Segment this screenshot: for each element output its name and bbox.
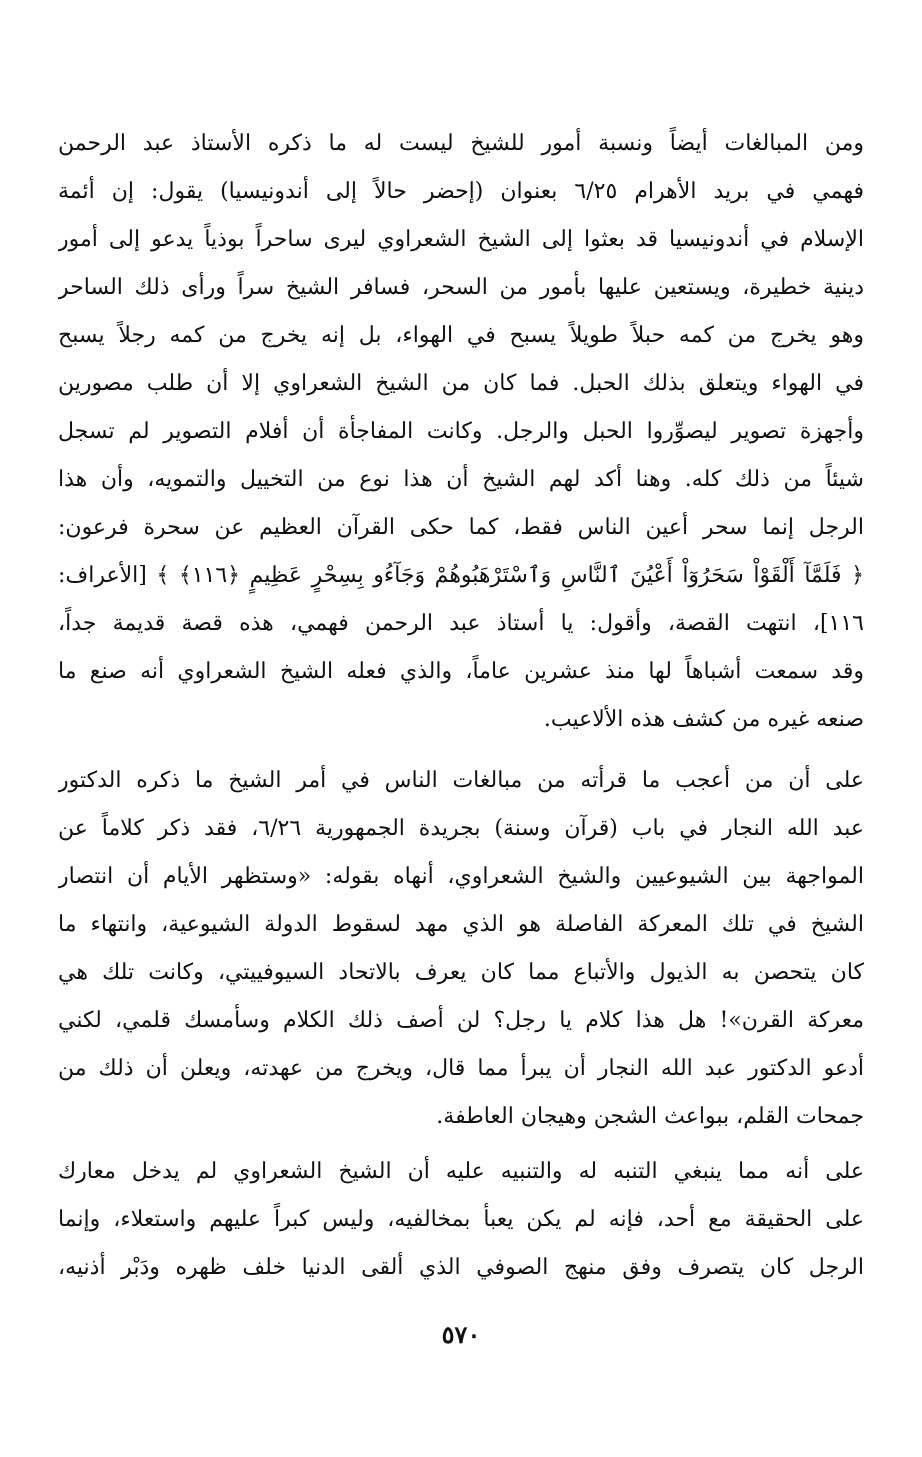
text-line: صنعه غيره من كشف هذه الألاعيب. xyxy=(543,707,864,732)
text-line: على أنه مما ينبغي التنبه له والتنبيه عليه أن الشيخ الشعراوي لم يدخل معارك xyxy=(58,1159,864,1184)
text-line: في الهواء ويتعلق بذلك الحبل. فما كان من الشيخ الشعراوي إلا أن طلب مصورين xyxy=(58,371,864,396)
text-line: الرجل كان يتصرف وفق منهج الصوفي الذي ألقى الدنيا خلف ظهره ودَبْر أذنيه، xyxy=(58,1255,864,1280)
quran-verse-line: ﴿ فَلَمَّآ أَلْقَوْاْ سَحَرُوٓاْ أَعْيُنَ ٱلنَّاسِ وَٱسْتَرْهَبُوهُمْ وَجَآءُو بِسِحْرٍ عَظِيمٍ ﴿١١٦﴾ ﴾ [الأعراف: xyxy=(58,563,864,588)
text-line: فهمي في بريد الأهرام ٦/٢٥ بعنوان (إحضر حالاً إلى أندونيسيا) يقول: إن أئمة xyxy=(58,179,864,204)
text-line: ١١٦]، انتهت القصة، وأقول: يا أستاذ عبد الرحمن فهمي، هذه قصة قديمة جداً، xyxy=(58,611,864,636)
paragraph-2 xyxy=(58,757,864,1141)
text-line: وقد سمعت أشباهاً لها منذ عشرين عاماً، والذي فعله الشيخ الشعراوي أنه صنع ما xyxy=(58,659,864,684)
text-line: على أن من أعجب ما قرأته من مبالغات الناس في أمر الشيخ ما ذكره الدكتور xyxy=(58,768,864,793)
text-line: دينية خطيرة، ويستعين عليها بأمور من السحر، فسافر الشيخ سراً ورأى ذلك الساحر xyxy=(58,275,864,300)
text-line: جمحات القلم، ببواعث الشجن وهيجان العاطفة. xyxy=(436,1104,864,1129)
paragraph-1 xyxy=(58,120,864,744)
text-line: على الحقيقة مع أحد، فإنه لم يكن يعبأ بمخالفيه، وليس كبراً عليهم واستعلاء، وإنما xyxy=(58,1207,864,1232)
text-line: الإسلام في أندونيسيا قد بعثوا إلى الشيخ الشعراوي ليرى ساحراً بوذياً يدعو إلى أمور xyxy=(58,227,864,252)
text-line: عبد الله النجار في باب (قرآن وسنة) بجريدة الجمهورية ٦/٢٦، فقد ذكر كلاماً عن xyxy=(58,816,864,841)
text-line: الرجل إنما سحر أعين الناس فقط، كما حكى القرآن العظيم عن سحرة فرعون: xyxy=(58,515,864,540)
text-line: ومن المبالغات أيضاً ونسبة أمور للشيخ ليست له ما ذكره الأستاذ عبد الرحمن xyxy=(58,131,864,156)
text-line: شيئاً من ذلك كله. وهنا أكد لهم الشيخ أن هذا نوع من التخييل والتمويه، وأن هذا xyxy=(58,467,864,492)
text-line: المواجهة بين الشيوعيين والشيخ الشعراوي، أنهاه بقوله: «وستظهر الأيام أن انتصار xyxy=(58,864,864,889)
text-line: وأجهزة تصوير ليصوِّروا الحبل والرجل. وكانت المفاجأة أن أفلام التصوير لم تسجل xyxy=(58,419,864,444)
page-number: ٥٧٠ xyxy=(441,1320,481,1349)
text-line: وهو يخرج من كمه حبلاً طويلاً يسبح في الهواء، بل إنه يخرج من كمه رجلاً يسبح xyxy=(58,323,864,348)
text-line: أدعو الدكتور عبد الله النجار أن يبرأ مما قال، ويخرج من عهدته، ويعلن أن ذلك من xyxy=(58,1056,864,1081)
paragraph-3 xyxy=(58,1148,864,1292)
text-line: كان يتحصن به الذيول والأتباع مما كان يعرف بالاتحاد السيوفييتي، وكانت تلك هي xyxy=(58,960,864,985)
text-line: الشيخ في تلك المعركة الفاصلة هو الذي مهد لسقوط الدولة الشيوعية، وانتهاء ما xyxy=(58,912,864,937)
text-line: معركة القرن»! هل هذا كلام يا رجل؟ لن أصف ذلك الكلام وسأمسك قلمي، لكني xyxy=(58,1008,864,1033)
